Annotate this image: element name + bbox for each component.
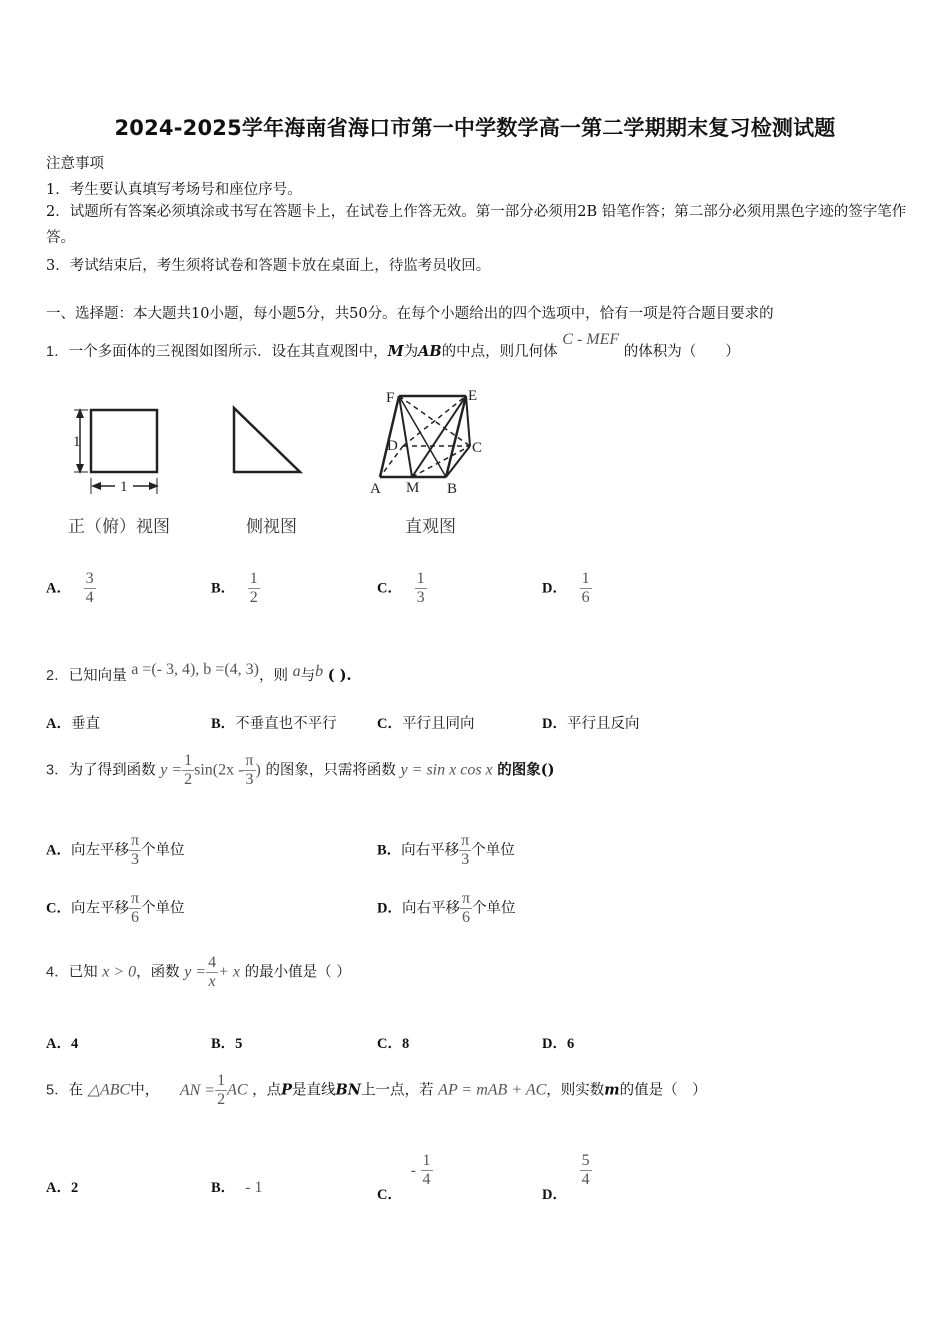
q3-option-b[interactable]: B．向右平移 $\frac{\pi}{3}$ 个单位: [377, 832, 515, 868]
q5-option-d[interactable]: D． $\frac{5}{4}$: [542, 1152, 590, 1203]
dim-height-label: 1: [73, 434, 81, 450]
point-C: C: [472, 440, 483, 456]
side-view-caption: 侧视图: [246, 517, 297, 537]
q4-option-c[interactable]: C．8: [377, 1036, 410, 1052]
q1-option-b[interactable]: B． $\frac{1}{2}$: [211, 570, 258, 606]
direct-view-solid: [380, 396, 470, 477]
q1-option-a[interactable]: A． $\frac{3}{4}$: [46, 570, 94, 606]
q2-option-a[interactable]: A．垂直: [46, 716, 100, 732]
direct-view-caption: 直观图: [405, 517, 456, 537]
q4-option-a[interactable]: A．4: [46, 1036, 79, 1052]
question-number: 1．: [46, 344, 69, 360]
point-B: B: [447, 481, 458, 497]
front-view-caption: 正（俯）视图: [68, 517, 170, 537]
question-4: 4．已知 x > 0，函数 y = $\frac{4}{x}$ + x 的最小值是（ ）: [46, 954, 351, 990]
notice-item-2: 2．试题所有答案必须填涂或书写在答题卡上，在试卷上作答无效。第一部分必须用2B 铅笔作答；第二部分必须用黑色字迹的签字笔作答。: [46, 204, 907, 246]
q1-option-d[interactable]: D． $\frac{1}{6}$: [542, 570, 590, 606]
point-A: A: [370, 481, 381, 497]
q2-option-c[interactable]: C．平行且同向: [377, 716, 475, 732]
math-expression: C - MEF: [562, 331, 620, 348]
q4-option-d[interactable]: D．6: [542, 1036, 575, 1052]
page-title: 2024-2025学年海南省海口市第一中学数学高一第二学期期末复习检测试题: [114, 116, 836, 140]
section-heading: 一、选择题：本大题共10小题，每小题5分，共50分。在每个小题给出的四个选项中，恰有一项是符合题目要求的: [46, 306, 774, 322]
front-view-square: [91, 410, 157, 472]
question-3: 3．为了得到函数 y = $\frac{1}{2}$ sin(2x - $\frac{\pi}{3}$ ) 的图象，只需将函数 y = sin x cos x 的图象(): [46, 752, 555, 788]
point-E: E: [468, 388, 478, 404]
notice-item-3: 3．考试结束后，考生须将试卷和答题卡放在桌面上，待监考员收回。: [46, 258, 491, 274]
question-5: 5．在 △ABC中， AN = $\frac{1}{2}$ AC ，点P是直线BN上一点，若 AP = mAB + AC，则实数m的值是（ ）: [46, 1072, 707, 1108]
side-view-triangle: [234, 408, 300, 472]
q5-option-a[interactable]: A．2: [46, 1180, 79, 1196]
q2-option-b[interactable]: B．不垂直也不平行: [211, 716, 337, 732]
question-2: 2．已知向量 a =(- 3, 4), b =(4, 3)，则 a与b ( ).: [46, 661, 352, 684]
q3-option-c[interactable]: C．向左平移 $\frac{\pi}{6}$ 个单位: [46, 890, 185, 926]
q5-option-c[interactable]: C． - $\frac{1}{4}$: [377, 1152, 431, 1203]
q3-option-a[interactable]: A．向左平移 $\frac{\pi}{3}$ 个单位: [46, 832, 185, 868]
q3-option-d[interactable]: D．向右平移 $\frac{\pi}{6}$ 个单位: [377, 890, 516, 926]
point-F: F: [386, 390, 395, 406]
q2-option-d[interactable]: D．平行且反向: [542, 716, 640, 732]
question-1: 1．一个多面体的三视图如图所示．设在其直观图中，M为AB的中点，则几何体 C - MEF 的体积为（ ）: [46, 331, 740, 360]
q1-option-c[interactable]: C． $\frac{1}{3}$: [377, 570, 425, 606]
notice-heading: 注意事项: [46, 156, 104, 172]
point-D: D: [387, 438, 398, 454]
notice-item-1: 1．考生要认真填写考场号和座位序号。: [46, 182, 302, 198]
dim-width-label: 1: [120, 479, 128, 495]
vector-definition: a =(- 3, 4), b =(4, 3): [131, 661, 259, 678]
q5-option-b[interactable]: B． - 1: [211, 1179, 263, 1196]
q4-option-b[interactable]: B．5: [211, 1036, 243, 1052]
point-M: M: [406, 480, 420, 496]
